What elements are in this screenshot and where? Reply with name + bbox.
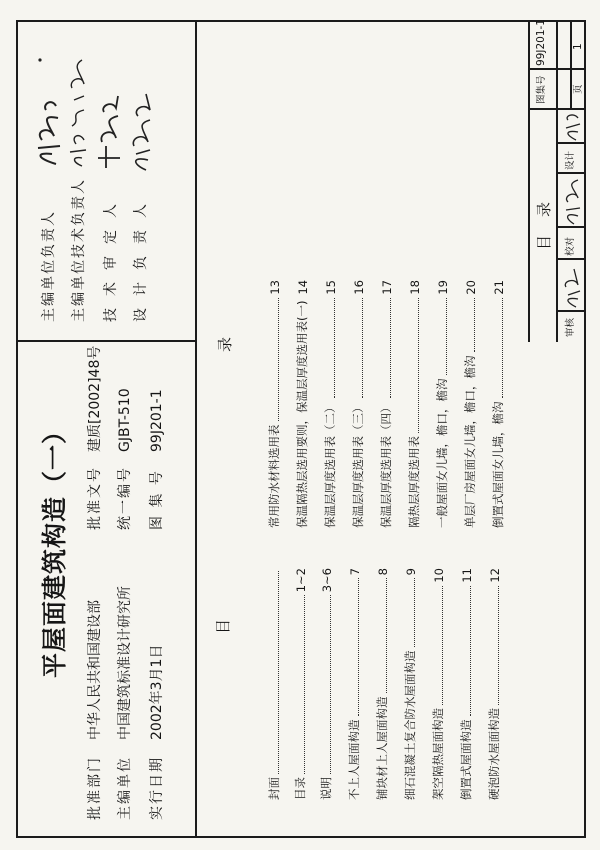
title-block-name: 目录 [535,183,553,250]
toc-item[interactable]: 铺块材上人屋面构造 8 [375,568,390,800]
title-block-page-label: 页 [573,84,584,94]
chief-tech-label: 主编单位技术负责人 [71,178,87,322]
date-label: 实行日期 [149,756,165,820]
toc-heading-right: 录 [216,336,234,352]
editor-unit-label: 主编单位 [117,756,133,820]
toc-item[interactable]: 倒置式屋面女儿墙，檐沟 21 [491,280,506,528]
unified-no-label: 统一编号 [117,466,133,530]
dept-value: 中华人民共和国建设部 [87,600,103,740]
title-block-atlas-value: 99J201-1 [535,19,547,66]
date-value: 2002年3月1日 [149,644,165,740]
title-block-atlas-label: 图集号 [536,75,547,104]
signature-chief-unit [30,50,64,170]
signature-reviewer [94,92,124,172]
title-block-col-2 [528,68,586,70]
toc-item[interactable]: 架空隔热屋面构造 10 [431,568,446,800]
title-block-sig-4 [556,172,586,174]
atlas-no-label: 图 集 号 [149,469,165,530]
toc-item[interactable]: 硬泡防水屋面构造 12 [487,568,502,800]
title-block-sig-2 [556,258,586,260]
toc-item[interactable]: 目录 1~2 [293,568,308,800]
signature-designer [126,84,156,174]
title-block-check-label: 审核 [565,317,576,337]
title-block-proof-label: 校对 [565,236,576,256]
toc-item[interactable]: 隔热层厚度选用表 18 [407,280,422,528]
toc-item[interactable]: 常用防水材料选用表 13 [267,280,282,528]
dept-label: 批准部门 [87,756,103,820]
title-block-design-label: 设计 [565,150,576,170]
title-block-page-value: 1 [572,43,584,50]
toc-item[interactable]: 说明 3~6 [319,568,334,800]
toc-item[interactable]: 不上人屋面构造 7 [347,568,362,800]
designer-label: 设计负责人 [133,192,149,322]
toc-heading-left: 目 [214,618,232,634]
toc-item[interactable]: 封面 [266,568,282,800]
editor-unit-value: 中国建筑标准设计研究所 [117,586,133,740]
title-block-check-signature [558,261,584,309]
toc-item[interactable]: 倒置式屋面构造 11 [459,568,474,800]
title-block-sig-3 [556,226,586,228]
toc-item[interactable]: 一般屋面女儿墙，檐口，檐沟 19 [435,280,450,528]
unified-no-value: GJBT-510 [117,388,133,452]
atlas-no-value: 99J201-1 [149,389,165,452]
title-block-sig-1 [556,310,586,312]
toc-item[interactable]: 细石混凝土复合防水屋面构造 9 [403,568,418,800]
title-block-design-signature [558,110,584,142]
approval-doc-label: 批准文号 [87,466,103,530]
approval-doc-value: 建质[2002]48号 [87,345,103,452]
title-block-proof-signature [558,176,584,226]
toc-item[interactable]: 单层厂房屋面女儿墙，檐口，檐沟 20 [463,280,478,528]
divider-left-right-upper [16,340,196,342]
toc-item[interactable]: 保温层厚度选用表（三） 16 [351,280,366,528]
atlas-title: 平屋面建筑构造（一） [40,417,69,678]
toc-item[interactable]: 保温隔热层选用要则，保温层厚度选用表(一) 14 [295,279,310,528]
toc-item[interactable]: 保温层厚度选用表（四） 17 [379,280,394,528]
title-block-code-split [570,20,572,110]
reviewer-label: 技术审定人 [103,192,119,322]
toc-item[interactable]: 保温层厚度选用表（二） 15 [323,280,338,528]
signature-chief-tech [62,50,92,170]
chief-unit-label: 主编单位负责人 [41,210,57,322]
title-block-sig-5 [556,142,586,144]
divider-top-bottom [195,20,197,838]
